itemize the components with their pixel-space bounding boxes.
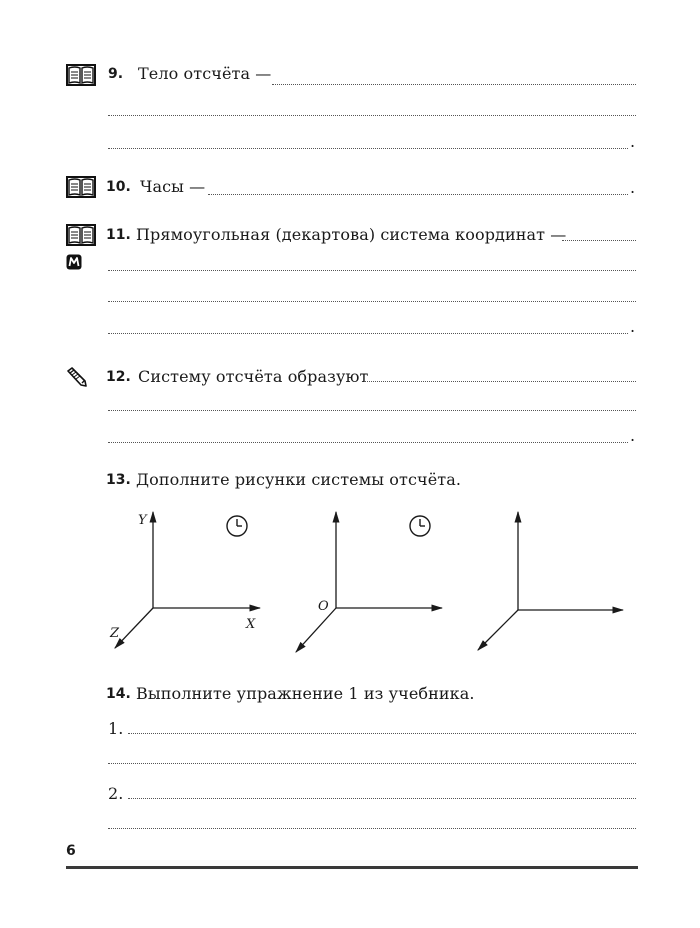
task-14-number: 14. bbox=[106, 686, 131, 702]
task-12-number: 12. bbox=[106, 369, 131, 385]
task-11-answer-line-1[interactable] bbox=[562, 240, 636, 241]
task-12-answer-line-2[interactable] bbox=[108, 410, 636, 411]
task-11-answer-line-4[interactable] bbox=[108, 333, 628, 334]
figure-2-axes bbox=[296, 512, 442, 652]
task-11-answer-line-3[interactable] bbox=[108, 301, 636, 302]
answer-2-label: 2. bbox=[108, 784, 124, 803]
task-9-answer-line-1[interactable] bbox=[272, 84, 636, 85]
figure-3-axes bbox=[478, 512, 623, 650]
answer-1-line-1[interactable] bbox=[128, 733, 636, 734]
task-12-answer-line-1[interactable] bbox=[364, 381, 636, 382]
model-icon bbox=[66, 254, 82, 270]
book-icon bbox=[66, 224, 96, 246]
task-9-end-period: . bbox=[630, 132, 636, 151]
answer-2-line-2[interactable] bbox=[108, 828, 636, 829]
book-icon bbox=[66, 176, 96, 198]
answer-2-line-1[interactable] bbox=[128, 798, 636, 799]
answer-1-label: 1. bbox=[108, 719, 124, 738]
task-11-text: Прямоугольная (декартова) система координат — bbox=[136, 225, 567, 244]
clock-icon bbox=[410, 516, 430, 536]
task-11-end-period: . bbox=[630, 317, 636, 336]
figure-1-y-label: Y bbox=[138, 513, 147, 528]
figure-1-x-label: X bbox=[246, 617, 256, 632]
task-13-number: 13. bbox=[106, 472, 131, 488]
task-11-number: 11. bbox=[106, 227, 131, 243]
figure-3-z-axis bbox=[478, 610, 518, 650]
task-9-answer-line-3[interactable] bbox=[108, 148, 628, 149]
task-10-end-period: . bbox=[630, 178, 636, 197]
task-9-answer-line-2[interactable] bbox=[108, 115, 636, 116]
task-10-answer-line[interactable] bbox=[208, 194, 628, 195]
task-9-text: Тело отсчёта — bbox=[138, 64, 272, 83]
page-number: 6 bbox=[66, 843, 76, 859]
task-12-answer-line-3[interactable] bbox=[108, 442, 628, 443]
task-13-text: Дополните рисунки системы отсчёта. bbox=[136, 470, 462, 489]
task-10-number: 10. bbox=[106, 179, 131, 195]
figure-1-z-label: Z bbox=[110, 626, 120, 641]
reference-frame-figures bbox=[100, 500, 640, 670]
figure-2-origin-label: O bbox=[318, 599, 329, 614]
task-14-text: Выполните упражнение 1 из учебника. bbox=[136, 684, 475, 703]
footer-rule bbox=[66, 866, 638, 869]
figure-1-axes bbox=[109, 512, 260, 648]
clock-icon bbox=[227, 516, 247, 536]
pencil-icon bbox=[66, 367, 88, 387]
book-icon bbox=[66, 64, 96, 86]
task-10-text: Часы — bbox=[140, 177, 206, 196]
task-9-number: 9. bbox=[108, 66, 124, 82]
task-12-text: Систему отсчёта образуют bbox=[138, 367, 369, 386]
figure-2-z-axis bbox=[296, 608, 336, 652]
figure-1-z-axis bbox=[115, 608, 153, 648]
answer-1-line-2[interactable] bbox=[108, 763, 636, 764]
task-11-answer-line-2[interactable] bbox=[108, 270, 636, 271]
task-12-end-period: . bbox=[630, 426, 636, 445]
